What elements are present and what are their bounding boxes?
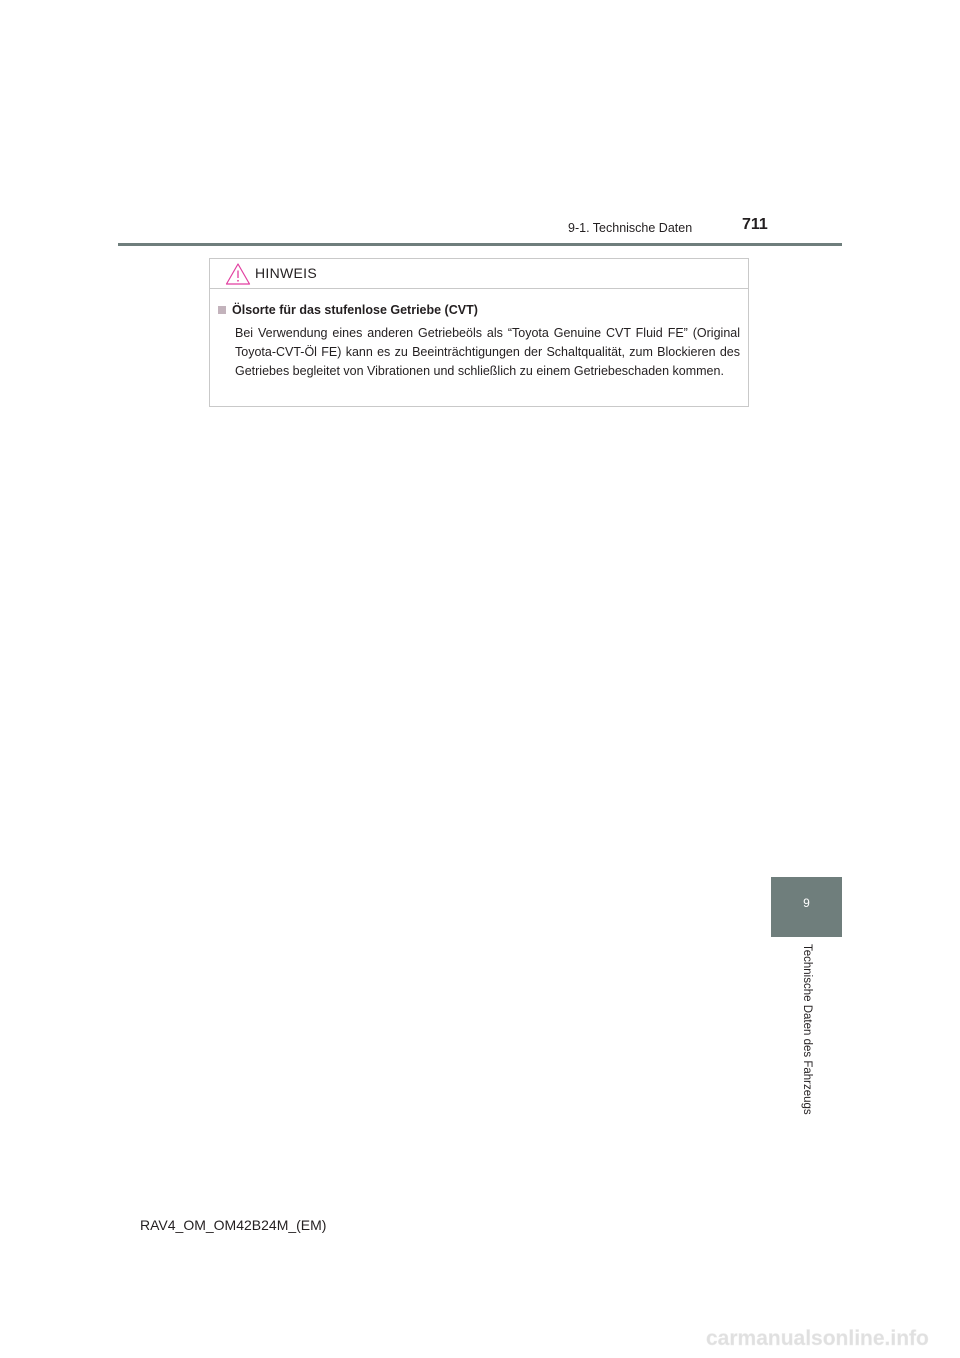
notice-header: [210, 259, 748, 289]
footer-document-code: RAV4_OM_OM42B24M_(EM): [140, 1217, 327, 1233]
notice-box: [209, 258, 749, 407]
chapter-side-label: Technische Daten des Fahrzeugs: [801, 944, 813, 1115]
header-rule: [118, 243, 842, 246]
bullet-square-icon: [218, 306, 226, 314]
warning-triangle-icon: [225, 262, 251, 286]
page-number: 711: [742, 216, 768, 233]
chapter-tab-number: 9: [803, 896, 810, 910]
notice-item-title: Ölsorte für das stufenlose Getriebe (CVT): [232, 303, 478, 317]
notice-title: HINWEIS: [255, 265, 317, 281]
notice-item-text: Bei Verwendung eines anderen Getriebeöls als “Toyota Genuine CVT Fluid FE” (Original Toyota-CVT-Öl FE) kann es zu Beeinträchtigungen der Schaltqualität, zum Blockieren des Getriebes begleitet von Vibrationen und schließlich zu einem Getriebeschaden kommen.: [235, 326, 740, 378]
watermark-text: carmanualsonline.info: [706, 1327, 929, 1350]
header-section-title: 9-1. Technische Daten: [568, 221, 693, 235]
chapter-tab: [771, 877, 842, 937]
watermark-logo: [706, 1324, 949, 1352]
notice-item: [218, 301, 740, 380]
